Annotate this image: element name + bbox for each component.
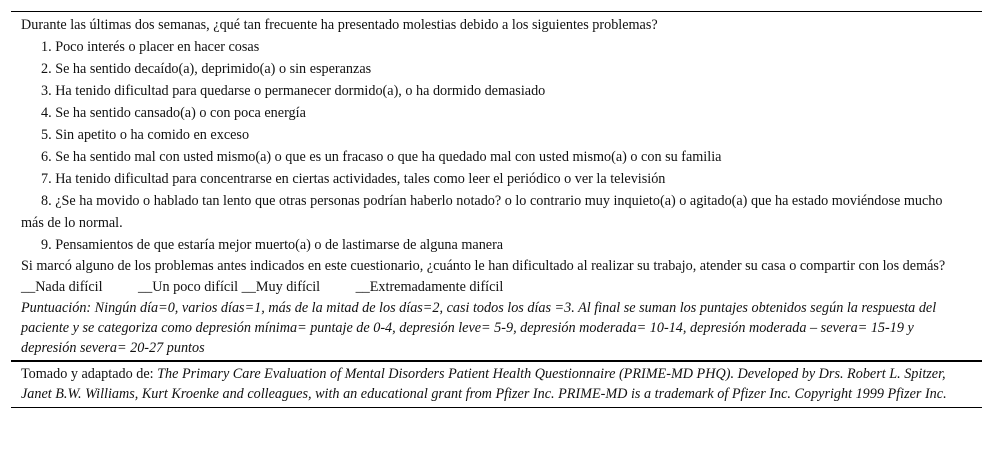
item-8: 8. ¿Se ha movido o hablado tan lento que otras personas podrían haberlo notado? o lo contrario muy inquieto(a) o agitado(a) que ha estado moviéndose mucho más de lo normal.: [21, 193, 943, 231]
difficulty-answers: [21, 276, 952, 298]
intro-question: Durante las últimas dos semanas, ¿qué tan frecuente ha presentado molestias debido a los siguientes problemas?: [21, 17, 658, 33]
bottom-rule: [11, 407, 982, 408]
answer-nada: __Nada difícil: [21, 279, 103, 295]
item-2: 2. Se ha sentido decaído(a), deprimido(a) o sin esperanzas: [41, 61, 372, 77]
difficulty-question: Si marcó alguno de los problemas antes indicados en este cuestionario, ¿cuánto le han dificultado al realizar su trabajo, atender su casa o compartir con los demás?: [21, 258, 946, 274]
source-citation: The Primary Care Evaluation of Mental Disorders Patient Health Questionnaire (PRIME-MD PHQ). Developed by Drs. Robert L. Spitzer, Janet B.W. Williams, Kurt Kroenke and colleagues, with an educational grant from Pfizer Inc. PRIME-MD is a trademark of Pfizer Inc. Copyright 1999 Pfizer Inc.: [21, 366, 947, 402]
item-1: 1. Poco interés o placer en hacer cosas: [41, 39, 260, 55]
questionnaire-table: [11, 11, 982, 408]
answer-un-poco: __Un poco difícil: [138, 279, 239, 295]
questionnaire-body: [11, 12, 982, 360]
item-5: 5. Sin apetito o ha comido en exceso: [41, 127, 250, 143]
item-7: 7. Ha tenido dificultad para concentrarse en ciertas actividades, tales como leer el periódico o ver la televisión: [41, 171, 666, 187]
source-prefix: Tomado y adaptado de:: [21, 366, 158, 382]
answer-muy: __Muy difícil: [241, 279, 321, 295]
item-9: 9. Pensamientos de que estaría mejor muerto(a) o de lastimarse de alguna manera: [41, 237, 504, 253]
source-note: [11, 362, 982, 407]
answer-extremadamente: __Extremadamente difícil: [355, 279, 504, 295]
item-6: 6. Se ha sentido mal con usted mismo(a) o que es un fracaso o que ha quedado mal con usted mismo(a) o con su familia: [41, 149, 722, 165]
item-3: 3. Ha tenido dificultad para quedarse o permanecer dormido(a), o ha dormido demasiado: [41, 83, 546, 99]
scoring-note: Puntuación: Ningún día=0, varios días=1, más de la mitad de los días=2, casi todos los días =3. Al final se suman los puntajes obtenidos según la respuesta del paciente y se categoriza como depresión mínima= puntaje de 0-4, depresión leve= 5-9, depresión moderada= 10-14, depresión moderada – severa= 15-19 y depresión severa= 20-27 puntos: [21, 300, 937, 356]
item-4: 4. Se ha sentido cansado(a) o con poca energía: [41, 105, 306, 121]
